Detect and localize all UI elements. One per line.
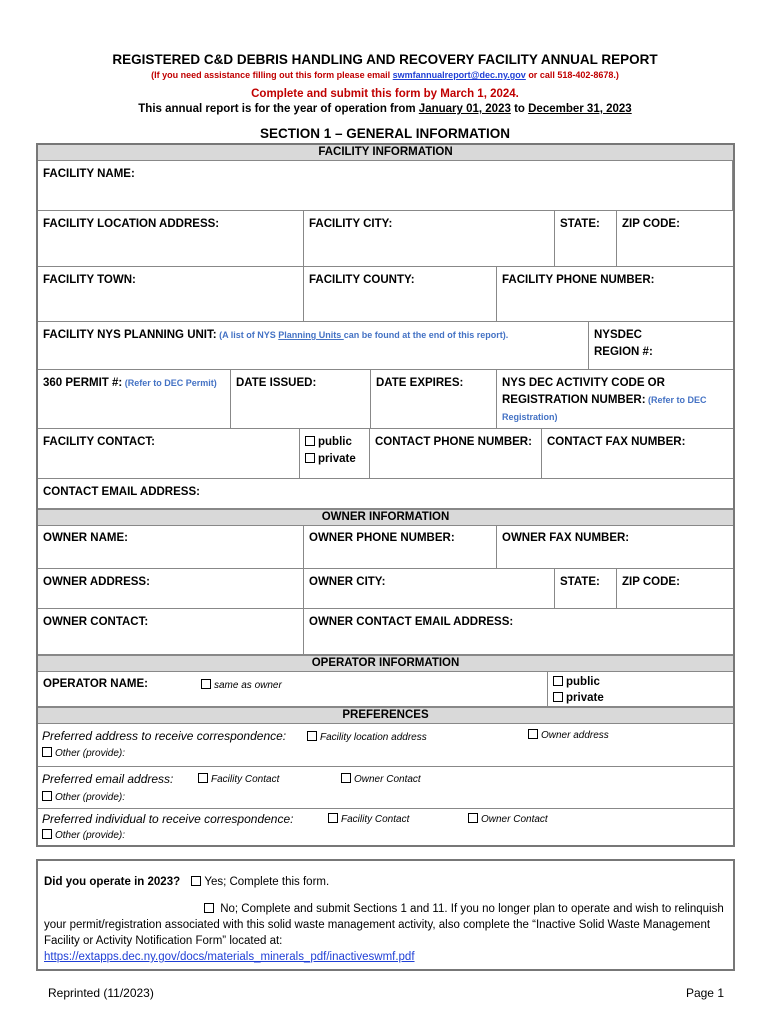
checkbox-icon bbox=[328, 813, 338, 823]
facility-state-field[interactable]: STATE: bbox=[555, 211, 617, 267]
operation-status-box bbox=[36, 859, 735, 971]
page-number: Page 1 bbox=[685, 986, 724, 1000]
nysdec-region-field[interactable]: NYSDEC REGION #: bbox=[589, 322, 733, 370]
facility-location-address-checkbox[interactable]: Facility location address bbox=[307, 731, 427, 743]
operator-name-field[interactable]: OPERATOR NAME: same as owner bbox=[38, 671, 548, 707]
owner-address-field[interactable]: OWNER ADDRESS: bbox=[38, 569, 304, 609]
checkbox-icon bbox=[42, 829, 52, 839]
planning-units-link[interactable]: Planning Units bbox=[278, 330, 344, 340]
preferred-address-row bbox=[38, 723, 733, 767]
public-checkbox[interactable]: public bbox=[305, 434, 364, 451]
permit-number-field[interactable]: 360 PERMIT #: (Refer to DEC Permit) bbox=[38, 370, 231, 429]
checkbox-icon bbox=[528, 729, 538, 739]
activity-code-hint: (Refer to DEC Registration) bbox=[502, 395, 707, 422]
facility-contact-field[interactable]: FACILITY CONTACT: bbox=[38, 429, 300, 479]
contact-phone-field[interactable]: CONTACT PHONE NUMBER: bbox=[370, 429, 542, 479]
operator-public-checkbox[interactable]: public bbox=[553, 674, 728, 690]
checkbox-icon bbox=[553, 676, 563, 686]
facility-planning-unit-field[interactable]: FACILITY NYS PLANNING UNIT: (A list of NYS Planning Units can be found at the end of this report). bbox=[38, 322, 589, 370]
owner-contact-field[interactable]: OWNER CONTACT: bbox=[38, 609, 304, 655]
date-issued-field[interactable]: DATE ISSUED: bbox=[231, 370, 371, 429]
facility-information-band: FACILITY INFORMATION bbox=[38, 145, 733, 161]
assistance-line: (If you need assistance filling out this form please email swmfannualreport@dec.ny.gov or call 518-402-8678.) bbox=[151, 70, 619, 80]
address-other-checkbox[interactable]: Other (provide): bbox=[42, 747, 125, 759]
report-title: REGISTERED C&D DEBRIS HANDLING AND RECOVERY FACILITY ANNUAL REPORT bbox=[112, 52, 658, 67]
owner-name-field[interactable]: OWNER NAME: bbox=[38, 525, 304, 569]
planning-unit-hint: (A list of NYS Planning Units can be found at the end of this report). bbox=[216, 330, 509, 340]
preferred-individual-row bbox=[38, 809, 733, 845]
operate-question-row bbox=[44, 876, 329, 888]
owner-city-field[interactable]: OWNER CITY: bbox=[304, 569, 555, 609]
inactive-form-link[interactable]: https://extapps.dec.ny.gov/docs/materials_minerals_pdf/inactiveswmf.pdf bbox=[44, 951, 415, 963]
owner-zip-field[interactable]: ZIP CODE: bbox=[617, 569, 733, 609]
preferred-email-question: Preferred email address: bbox=[42, 772, 174, 786]
activity-code-field[interactable]: NYS DEC ACTIVITY CODE OR REGISTRATION NUMBER: (Refer to DEC Registration) bbox=[497, 370, 733, 429]
year-end: December 31, 2023 bbox=[528, 103, 632, 115]
report-year-line: This annual report is for the year of operation from January 01, 2023 to December 31, 2023 bbox=[138, 103, 632, 115]
owner-state-field[interactable]: STATE: bbox=[555, 569, 617, 609]
individual-other-checkbox[interactable]: Other (provide): bbox=[42, 829, 125, 841]
checkbox-icon bbox=[468, 813, 478, 823]
date-expires-field[interactable]: DATE EXPIRES: bbox=[371, 370, 497, 429]
section-title: SECTION 1 – GENERAL INFORMATION bbox=[259, 126, 511, 141]
owner-contact-email-field[interactable]: OWNER CONTACT EMAIL ADDRESS: bbox=[304, 609, 733, 655]
owner-phone-field[interactable]: OWNER PHONE NUMBER: bbox=[304, 525, 497, 569]
checkbox-icon bbox=[341, 773, 351, 783]
individual-owner-contact-checkbox[interactable]: Owner Contact bbox=[468, 813, 548, 825]
operator-type bbox=[548, 671, 733, 707]
facility-name-field[interactable]: FACILITY NAME: bbox=[38, 161, 733, 211]
owner-fax-field[interactable]: OWNER FAX NUMBER: bbox=[497, 525, 733, 569]
deadline-notice: Complete and submit this form by March 1, 2024. bbox=[251, 88, 519, 100]
facility-zip-field[interactable]: ZIP CODE: bbox=[617, 211, 733, 267]
checkbox-icon bbox=[198, 773, 208, 783]
email-other-checkbox[interactable]: Other (provide): bbox=[42, 791, 125, 803]
preferences-band: PREFERENCES bbox=[38, 707, 733, 724]
year-start: January 01, 2023 bbox=[418, 103, 511, 115]
contact-fax-field[interactable]: CONTACT FAX NUMBER: bbox=[542, 429, 733, 479]
email-owner-contact-checkbox[interactable]: Owner Contact bbox=[341, 773, 421, 785]
operator-information-band: OPERATOR INFORMATION bbox=[38, 655, 733, 672]
checkbox-icon bbox=[305, 436, 315, 446]
facility-town-field[interactable]: FACILITY TOWN: bbox=[38, 267, 304, 322]
facility-contact-type bbox=[300, 429, 370, 479]
individual-facility-contact-checkbox[interactable]: Facility Contact bbox=[328, 813, 409, 825]
checkbox-icon bbox=[307, 731, 317, 741]
contact-email-field[interactable]: CONTACT EMAIL ADDRESS: bbox=[38, 479, 733, 509]
private-checkbox[interactable]: private bbox=[305, 451, 364, 468]
checkbox-icon bbox=[305, 453, 315, 463]
general-information-form bbox=[36, 143, 735, 847]
same-as-owner-checkbox[interactable]: same as owner bbox=[201, 677, 282, 694]
checkbox-icon bbox=[553, 692, 563, 702]
assistance-email-link[interactable]: swmfannualreport@dec.ny.gov bbox=[392, 70, 526, 80]
checkbox-icon bbox=[191, 876, 201, 886]
checkbox-icon bbox=[201, 679, 211, 689]
checkbox-icon bbox=[42, 791, 52, 801]
operator-private-checkbox[interactable]: private bbox=[553, 690, 728, 706]
owner-address-checkbox[interactable]: Owner address bbox=[528, 729, 609, 741]
checkbox-icon bbox=[42, 747, 52, 757]
preferred-address-question: Preferred address to receive correspondence: bbox=[42, 729, 287, 743]
operate-no-text: No; Complete and submit Sections 1 and 11. If you no longer plan to operate and wish to relinquish your permit/registration associated with this solid waste management activity, also complete the “Inactive Solid Waste Management Facility or Activity Notification Form” located at: https://extapps.dec.ny.gov/docs/materials_minerals_pdf/inactiveswmf.pdf bbox=[44, 903, 724, 963]
facility-city-field[interactable]: FACILITY CITY: bbox=[304, 211, 555, 267]
facility-phone-field[interactable]: FACILITY PHONE NUMBER: bbox=[497, 267, 733, 322]
preferred-email-row bbox=[38, 767, 733, 809]
preferred-individual-question: Preferred individual to receive correspondence: bbox=[42, 812, 294, 826]
owner-information-band: OWNER INFORMATION bbox=[38, 509, 733, 526]
operate-no-checkbox[interactable] bbox=[204, 903, 214, 913]
permit-hint: (Refer to DEC Permit) bbox=[122, 378, 217, 388]
email-facility-contact-checkbox[interactable]: Facility Contact bbox=[198, 773, 279, 785]
operate-yes-checkbox[interactable]: Yes; Complete this form. bbox=[191, 876, 329, 888]
facility-location-address-field[interactable]: FACILITY LOCATION ADDRESS: bbox=[38, 211, 304, 267]
operate-question: Did you operate in 2023? bbox=[44, 876, 181, 888]
facility-county-field[interactable]: FACILITY COUNTY: bbox=[304, 267, 497, 322]
reprinted-date: Reprinted (11/2023) bbox=[48, 986, 154, 1000]
